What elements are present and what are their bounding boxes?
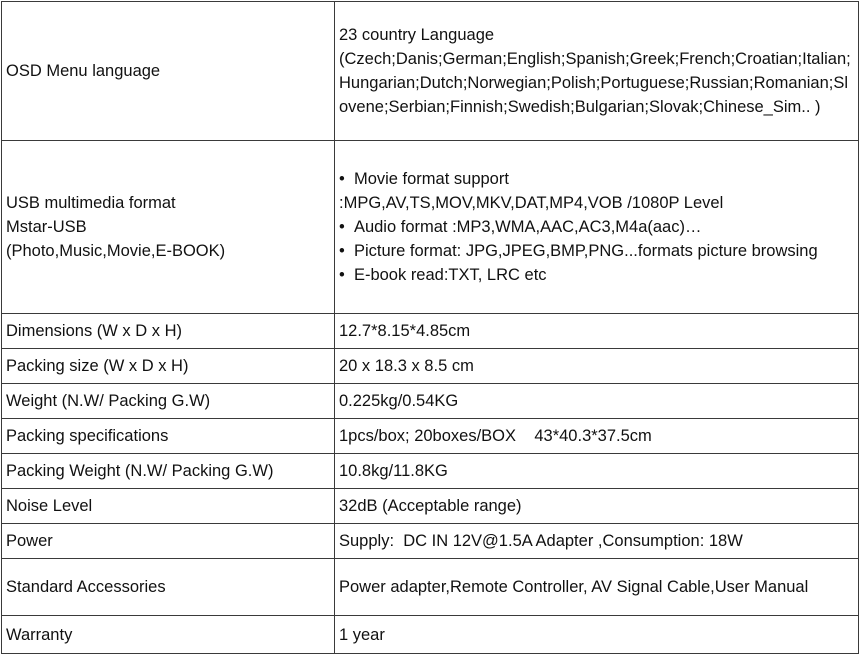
osd-language-list: (Czech;Danis;German;English;Spanish;Greek;French;Croatian;Italian;Hungarian;Dutch;Norwegian;Polish;Portuguese;Russian;Romanian;Slovene;Serbian;Finnish;Swedish;Bulgarian;Slovak;Chinese_Sim.. ) [339, 50, 851, 116]
usb-label-line-2: Mstar-USB [6, 218, 87, 236]
noise-value: 32dB (Acceptable range) [335, 489, 859, 524]
table-row-warranty [2, 616, 859, 654]
osd-language-label: OSD Menu language [2, 2, 335, 141]
accessories-value: Power adapter,Remote Controller, AV Signal Cable,User Manual [335, 559, 859, 616]
movie-format-heading: • Movie format support [339, 167, 854, 191]
table-row-usb-multimedia [2, 141, 859, 314]
table-row-packing-size [2, 349, 859, 384]
power-label: Power [2, 524, 335, 559]
warranty-label: Warranty [2, 616, 335, 654]
table-row-packing-weight [2, 454, 859, 489]
table-row-dimensions [2, 314, 859, 349]
weight-value: 0.225kg/0.54KG [335, 384, 859, 419]
dimensions-value: 12.7*8.15*4.85cm [335, 314, 859, 349]
packing-weight-value: 10.8kg/11.8KG [335, 454, 859, 489]
osd-language-value [335, 2, 859, 141]
usb-multimedia-value [335, 141, 859, 314]
weight-label: Weight (N.W/ Packing G.W) [2, 384, 335, 419]
usb-multimedia-label [2, 141, 335, 314]
noise-label: Noise Level [2, 489, 335, 524]
table-row-power [2, 524, 859, 559]
packing-spec-label: Packing specifications [2, 419, 335, 454]
power-value: Supply: DC IN 12V@1.5A Adapter ,Consumption: 18W [335, 524, 859, 559]
warranty-value: 1 year [335, 616, 859, 654]
packing-size-value: 20 x 18.3 x 8.5 cm [335, 349, 859, 384]
spec-table [1, 1, 859, 654]
table-row-noise [2, 489, 859, 524]
accessories-label: Standard Accessories [2, 559, 335, 616]
packing-size-label: Packing size (W x D x H) [2, 349, 335, 384]
table-row-weight [2, 384, 859, 419]
audio-format: • Audio format :MP3,WMA,AAC,AC3,M4a(aac)… [339, 215, 854, 239]
ebook-format: • E-book read:TXT, LRC etc [339, 263, 854, 287]
packing-spec-value: 1pcs/box; 20boxes/BOX 43*40.3*37.5cm [335, 419, 859, 454]
table-row-accessories [2, 559, 859, 616]
movie-format-list: :MPG,AV,TS,MOV,MKV,DAT,MP4,VOB /1080P Level [339, 194, 724, 212]
picture-format: • Picture format: JPG,JPEG,BMP,PNG...formats picture browsing [339, 239, 854, 263]
dimensions-label: Dimensions (W x D x H) [2, 314, 335, 349]
table-row-osd-language [2, 2, 859, 141]
osd-language-title: 23 country Language [339, 26, 495, 44]
table-row-packing-spec [2, 419, 859, 454]
packing-weight-label: Packing Weight (N.W/ Packing G.W) [2, 454, 335, 489]
usb-label-line-3: (Photo,Music,Movie,E-BOOK) [6, 242, 226, 260]
usb-label-line-1: USB multimedia format [6, 194, 176, 212]
